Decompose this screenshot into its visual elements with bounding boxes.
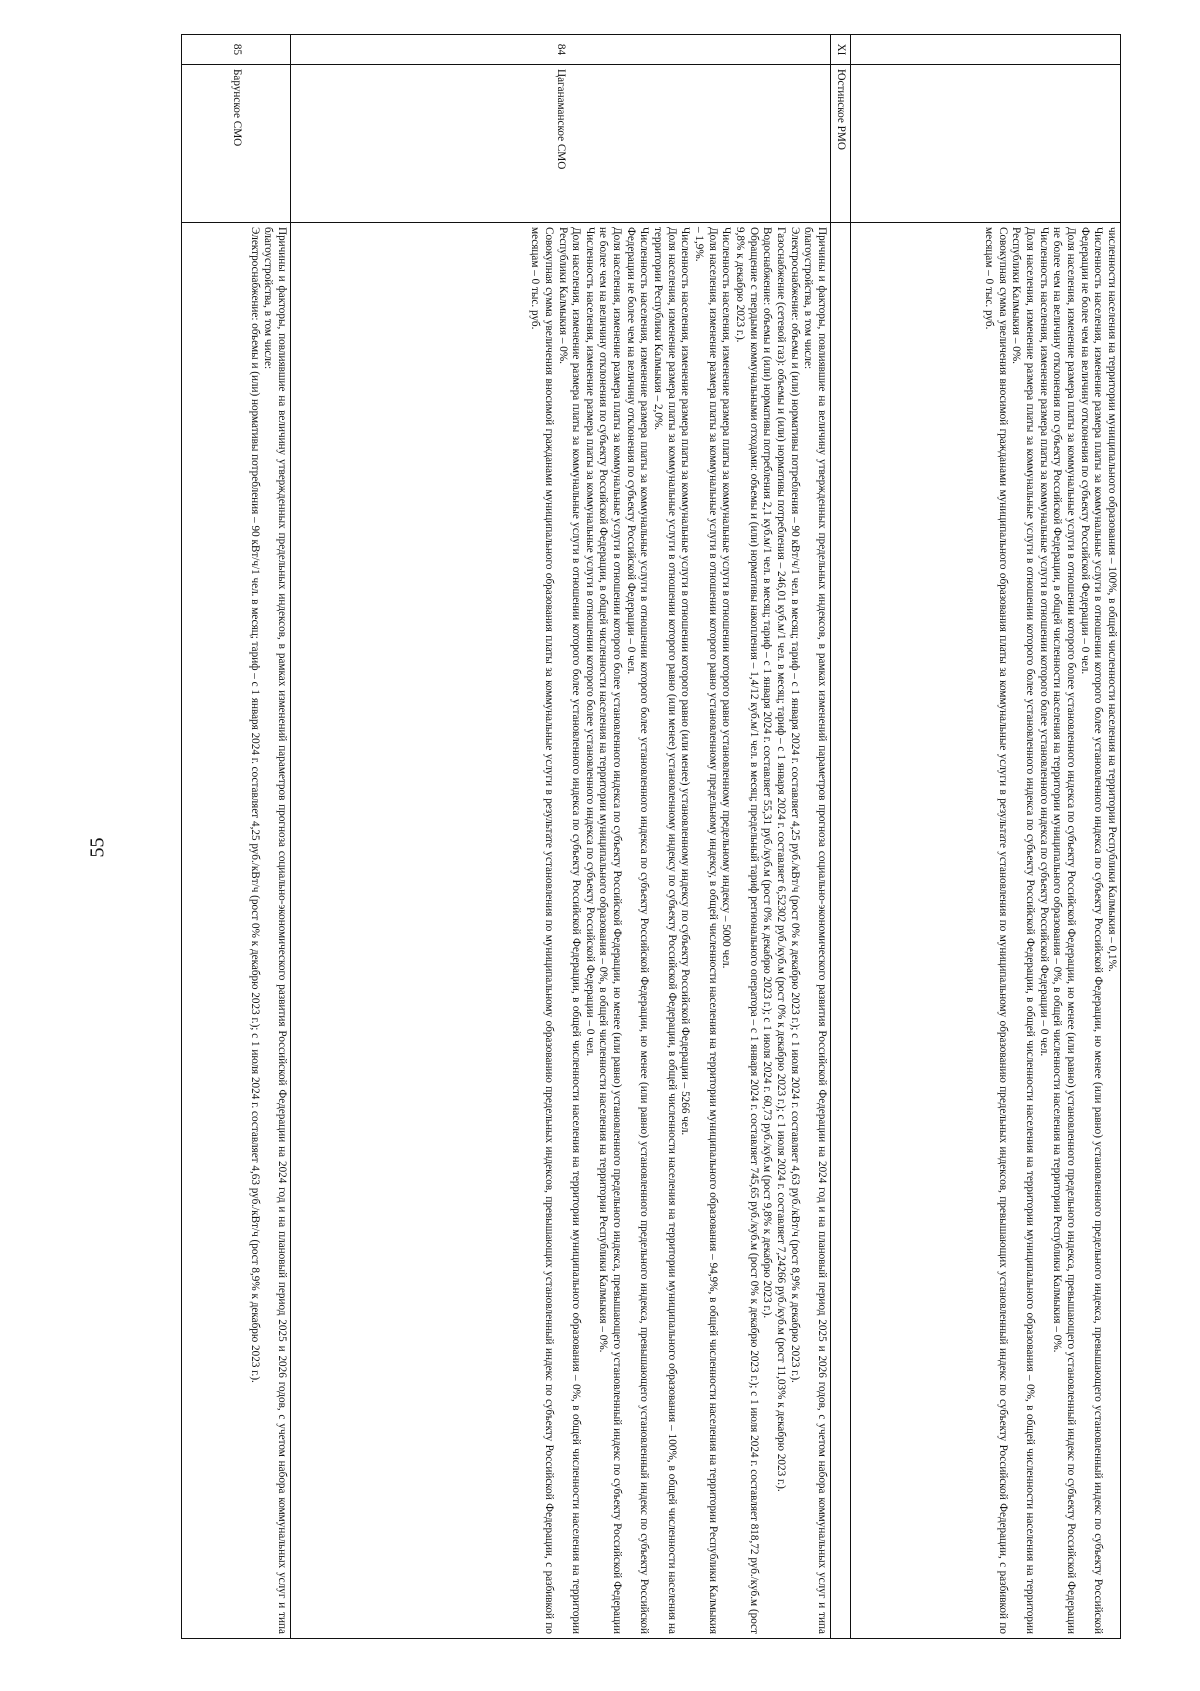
- text-line: Электроснабжение: объемы и (или) нормативы потребления – 90 кВт/ч/1 чел. в месяц; тариф – с 1 января 2024 г. составляет 4,25 руб./кВт/ч (рост 0% к декабрю 2023 г.); с 1 июля 2024 г. составляет 4,63 руб./кВт/ч (рост 8,9% к декабрю 2023 г.).: [248, 227, 261, 1383]
- text-line: Электроснабжение: объемы и (или) нормативы потребления – 90 кВт/ч/1 чел. в месяц; тариф – с 1 января 2024 г. составляет 4,25 руб./кВт/ч (рост 0% к декабрю 2023 г.); с 1 июля 2024 г. составляет 4,63 руб./кВт/ч (рост 8,9% к декабрю 2023 г.).: [788, 227, 801, 1383]
- text-line: Доля населения, изменение размера платы за коммунальные услуги в отношении которого более установленного индекса по субъекту Российской Федерации, в общей численности населения на территории муниципального образования – 0%, в общей численности населения на территории Республики Калмыкия – 0%.: [556, 227, 583, 1634]
- section-number: XI: [831, 35, 851, 65]
- table-row-84: [291, 35, 831, 1639]
- text-line: Численность населения, изменение размера платы за коммунальные услуги в отношении которого более установленного индекса по субъекту Российской Федерации – 0 чел.: [1037, 227, 1050, 1057]
- text-line: Водоснабжение: объемы и (или) нормативы потребления 2,1 куб.м/1 чел. в месяц; тариф – с 1 января 2024 г. составляет 55,31 руб./куб.м (рост 0% к декабрю 2023 г.); с 1 июля 2024 г. 60,73 руб./куб.м (рост 9,8% к декабрю 2023 г.).: [761, 227, 774, 1319]
- text-line: численности населения на территории муниципального образования – 100%, в общей численности населения на территории Республики Калмыкия – 0,1%.: [1106, 227, 1118, 972]
- text-line: Доля населения, изменение размера платы за коммунальные услуги в отношении которого равно установленному предельному индексу, в общей численности населения на территории муниципального образования – 94,9%, в общей численности населения на территории Республики Калмыкия – 1,9%.: [693, 227, 719, 1634]
- indices-table: [181, 34, 1121, 1639]
- municipality-name: Цаганаманское СМО: [291, 65, 831, 223]
- municipality-name: [851, 65, 1121, 223]
- row-number: 85: [182, 35, 291, 65]
- table-row-85: [182, 35, 291, 1639]
- text-line: Доля населения, изменение размера платы за коммунальные услуги в отношении которого более установленного индекса по субъекту Российской Федерации, но менее (или равно) установленного предельного индекса, превышающего установленный индекс по субъекту Российской Федерации не более чем на величину отклонения по субъекту Российской Федерации, в общей численности населения на территории муниципального образования – 0%, в общей численности населения на территории Республики Калмыкия – 0%.: [597, 227, 624, 1634]
- text-line: Численность населения, изменение размера платы за коммунальные услуги в отношении которого более установленного индекса по субъекту Российской Федерации, но менее (или равно) установленного предельного индекса, превышающего установленный индекс по субъекту Российской Федерации не более чем на величину отклонения по субъекту Российской Федерации – 0 чел.: [624, 227, 651, 1634]
- section-empty-cell: [831, 223, 851, 1639]
- text-line: Численность населения, изменение размера платы за коммунальные услуги в отношении которого более установленного индекса по субъекту Российской Федерации, но менее (или равно) установленного предельного индекса, превышающего установленный индекс по субъекту Российской Федерации не более чем на величину отклонения по субъекту Российской Федерации – 0 чел.: [1078, 227, 1105, 1634]
- text-line: Численность населения, изменение размера платы за коммунальные услуги в отношении которого равно установленному предельному индексу – 5000 чел.: [720, 227, 733, 969]
- municipality-name: Барунское СМО: [182, 65, 291, 223]
- page-number: 55: [86, 837, 109, 858]
- rotated-page-content: [181, 34, 1121, 1639]
- table-row-continuation: [851, 35, 1121, 1639]
- text-line: Доля населения, изменение размера платы за коммунальные услуги в отношении которого более установленного индекса по субъекту Российской Федерации, в общей численности населения на территории муниципального образования – 0%, в общей численности населения на территории Республики Калмыкия – 0%.: [1010, 227, 1037, 1634]
- text-line: Численность населения, изменение размера платы за коммунальные услуги в отношении которого равно (или менее) установленному индексу по субъекту Российской Федерации – 5266 чел.: [679, 227, 692, 1136]
- text-line: Причины и факторы, повлиявшие на величину утвержденных предельных индексов, в рамках изменений параметров прогноза социально-экономического развития Российской Федерации на 2024 год и на плановый период 2025 и 2026 годов, с учетом набора коммунальных услуг и типа благоустройства, в том числе:: [802, 227, 828, 1634]
- text-line: Совокупная сумма увеличения вносимой гражданами муниципального образования платы за коммунальные услуги в результате установления по муниципальному образованию предельных индексов, превышающих установленный индекс по субъекту Российской Федерации, с разбивкой по месяцам – 0 тыс. руб.: [983, 227, 1009, 1634]
- text-line: Доля населения, изменение размера платы за коммунальные услуги в отношении которого равно (или менее) установленному индексу по субъекту Российской Федерации, в общей численности населения на территории муниципального образования – 100%, в общей численности населения на территории Республики Калмыкия – 2,0%.: [652, 227, 678, 1634]
- row-description: [291, 223, 831, 1639]
- row-description: [182, 223, 291, 1639]
- text-line: Численность населения, изменение размера платы за коммунальные услуги в отношении которого более установленного индекса по субъекту Российской Федерации – 0 чел.: [583, 227, 596, 1057]
- text-line: Газоснабжение (сетевой газ): объемы и (или) нормативы потребления – 246,01 куб.м/1 чел. в месяц; тариф – с 1 января 2024 г. составляет 6,52302 руб./куб.м (рост 0% к декабрю 2023 г.); с 1 июля 2024 г. составляет 7,24266 руб./куб.м (рост 11,03% к декабрю 2023 г.).: [775, 227, 788, 1492]
- table-row-section: [831, 35, 851, 1639]
- row-description: [851, 223, 1121, 1639]
- text-line: Доля населения, изменение размера платы за коммунальные услуги в отношении которого более установленного индекса по субъекту Российской Федерации, но менее (или равно) установленного предельного индекса, превышающего установленный индекс по субъекту Российской Федерации не более чем на величину отклонения по субъекту Российской Федерации, в общей численности населения на территории муниципального образования – 0%, в общей численности населения на территории Республики Калмыкия – 0%.: [1051, 227, 1078, 1634]
- section-name: Юстинское РМО: [831, 65, 851, 223]
- text-line: Совокупная сумма увеличения вносимой гражданами муниципального образования платы за коммунальные услуги в результате установления по муниципальному образованию предельных индексов, превышающих установленный индекс по субъекту Российской Федерации, с разбивкой по месяцам – 0 тыс. руб.: [529, 227, 555, 1634]
- row-number: [851, 35, 1121, 65]
- row-number: 84: [291, 35, 831, 65]
- text-line: Обращение с твердыми коммунальными отходами: объемы и (или) нормативы накопления – 1,4/12 куб.м/1 чел. в месяц; предельный тариф регионального оператора – с 1 января 2024 г. составляет 745,65 руб./куб.м (рост 0% к декабрю 2023 г.); с 1 июля 2024 г. составляет 818,72 руб./куб.м (рост 9,8% к декабрю 2023 г.).: [734, 227, 760, 1634]
- text-line: Причины и факторы, повлиявшие на величину утвержденных предельных индексов, в рамках изменений параметров прогноза социально-экономического развития Российской Федерации на 2024 год и на плановый период 2025 и 2026 годов, с учетом набора коммунальных услуг и типа благоустройства, в том числе:: [262, 227, 288, 1634]
